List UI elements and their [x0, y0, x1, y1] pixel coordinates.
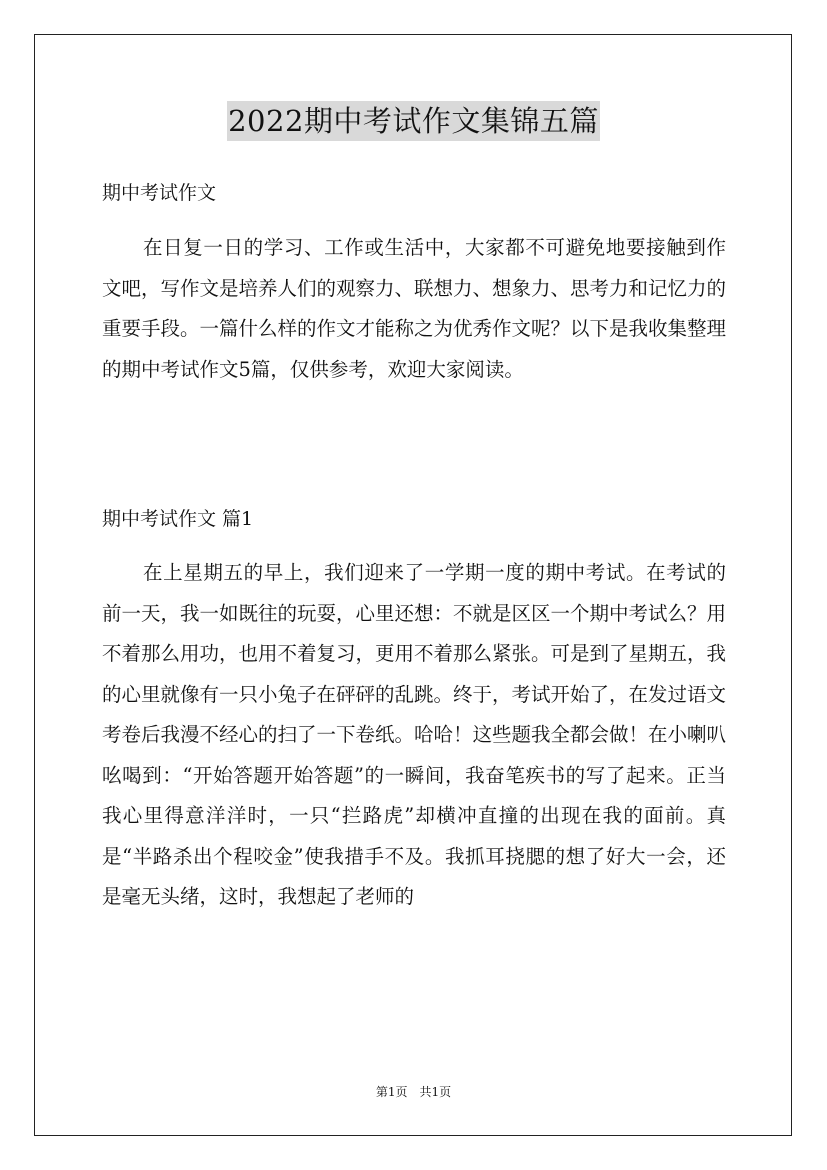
title-container — [0, 101, 827, 141]
section-heading-intro: 期中考试作文 — [102, 182, 217, 204]
section-heading-essay-1: 期中考试作文 篇1 — [102, 508, 254, 530]
intro-paragraph: 在日复一日的学习、工作或生活中，大家都不可避免地要接触到作文吧，写作文是培养人们的观察力、联想力、想象力、思考力和记忆力的重要手段。一篇什么样的作文才能称之为优秀作文呢？以下是我收集整理的期中考试作文5篇，仅供参考，欢迎大家阅读。 — [102, 236, 727, 381]
page-footer: 第1页 共1页 — [375, 1085, 452, 1099]
document-title: 2022期中考试作文集锦五篇 — [227, 101, 600, 141]
essay-1-paragraph: 在上星期五的早上，我们迎来了一学期一度的期中考试。在考试的前一天，我一如既往的玩耍，心里还想：不就是区区一个期中考试么？用不着那么用功，也用不着复习，更用不着那么紧张。可是到了星期五，我的心里就像有一只小兔子在砰砰的乱跳。终于，考试开始了，在发过语文考卷后我漫不经心的扫了一下卷纸。哈哈！这些题我全都会做！在小喇叭吆喝到：“开始答题开始答题”的一瞬间，我奋笔疾书的写了起来。正当我心里得意洋洋时，一只“拦路虎”却横冲直撞的出现在我的面前。真是“半路杀出个程咬金”使我措手不及。我抓耳挠腮的想了好大一会，还是毫无头绪，这时，我想起了老师的 — [102, 561, 727, 908]
